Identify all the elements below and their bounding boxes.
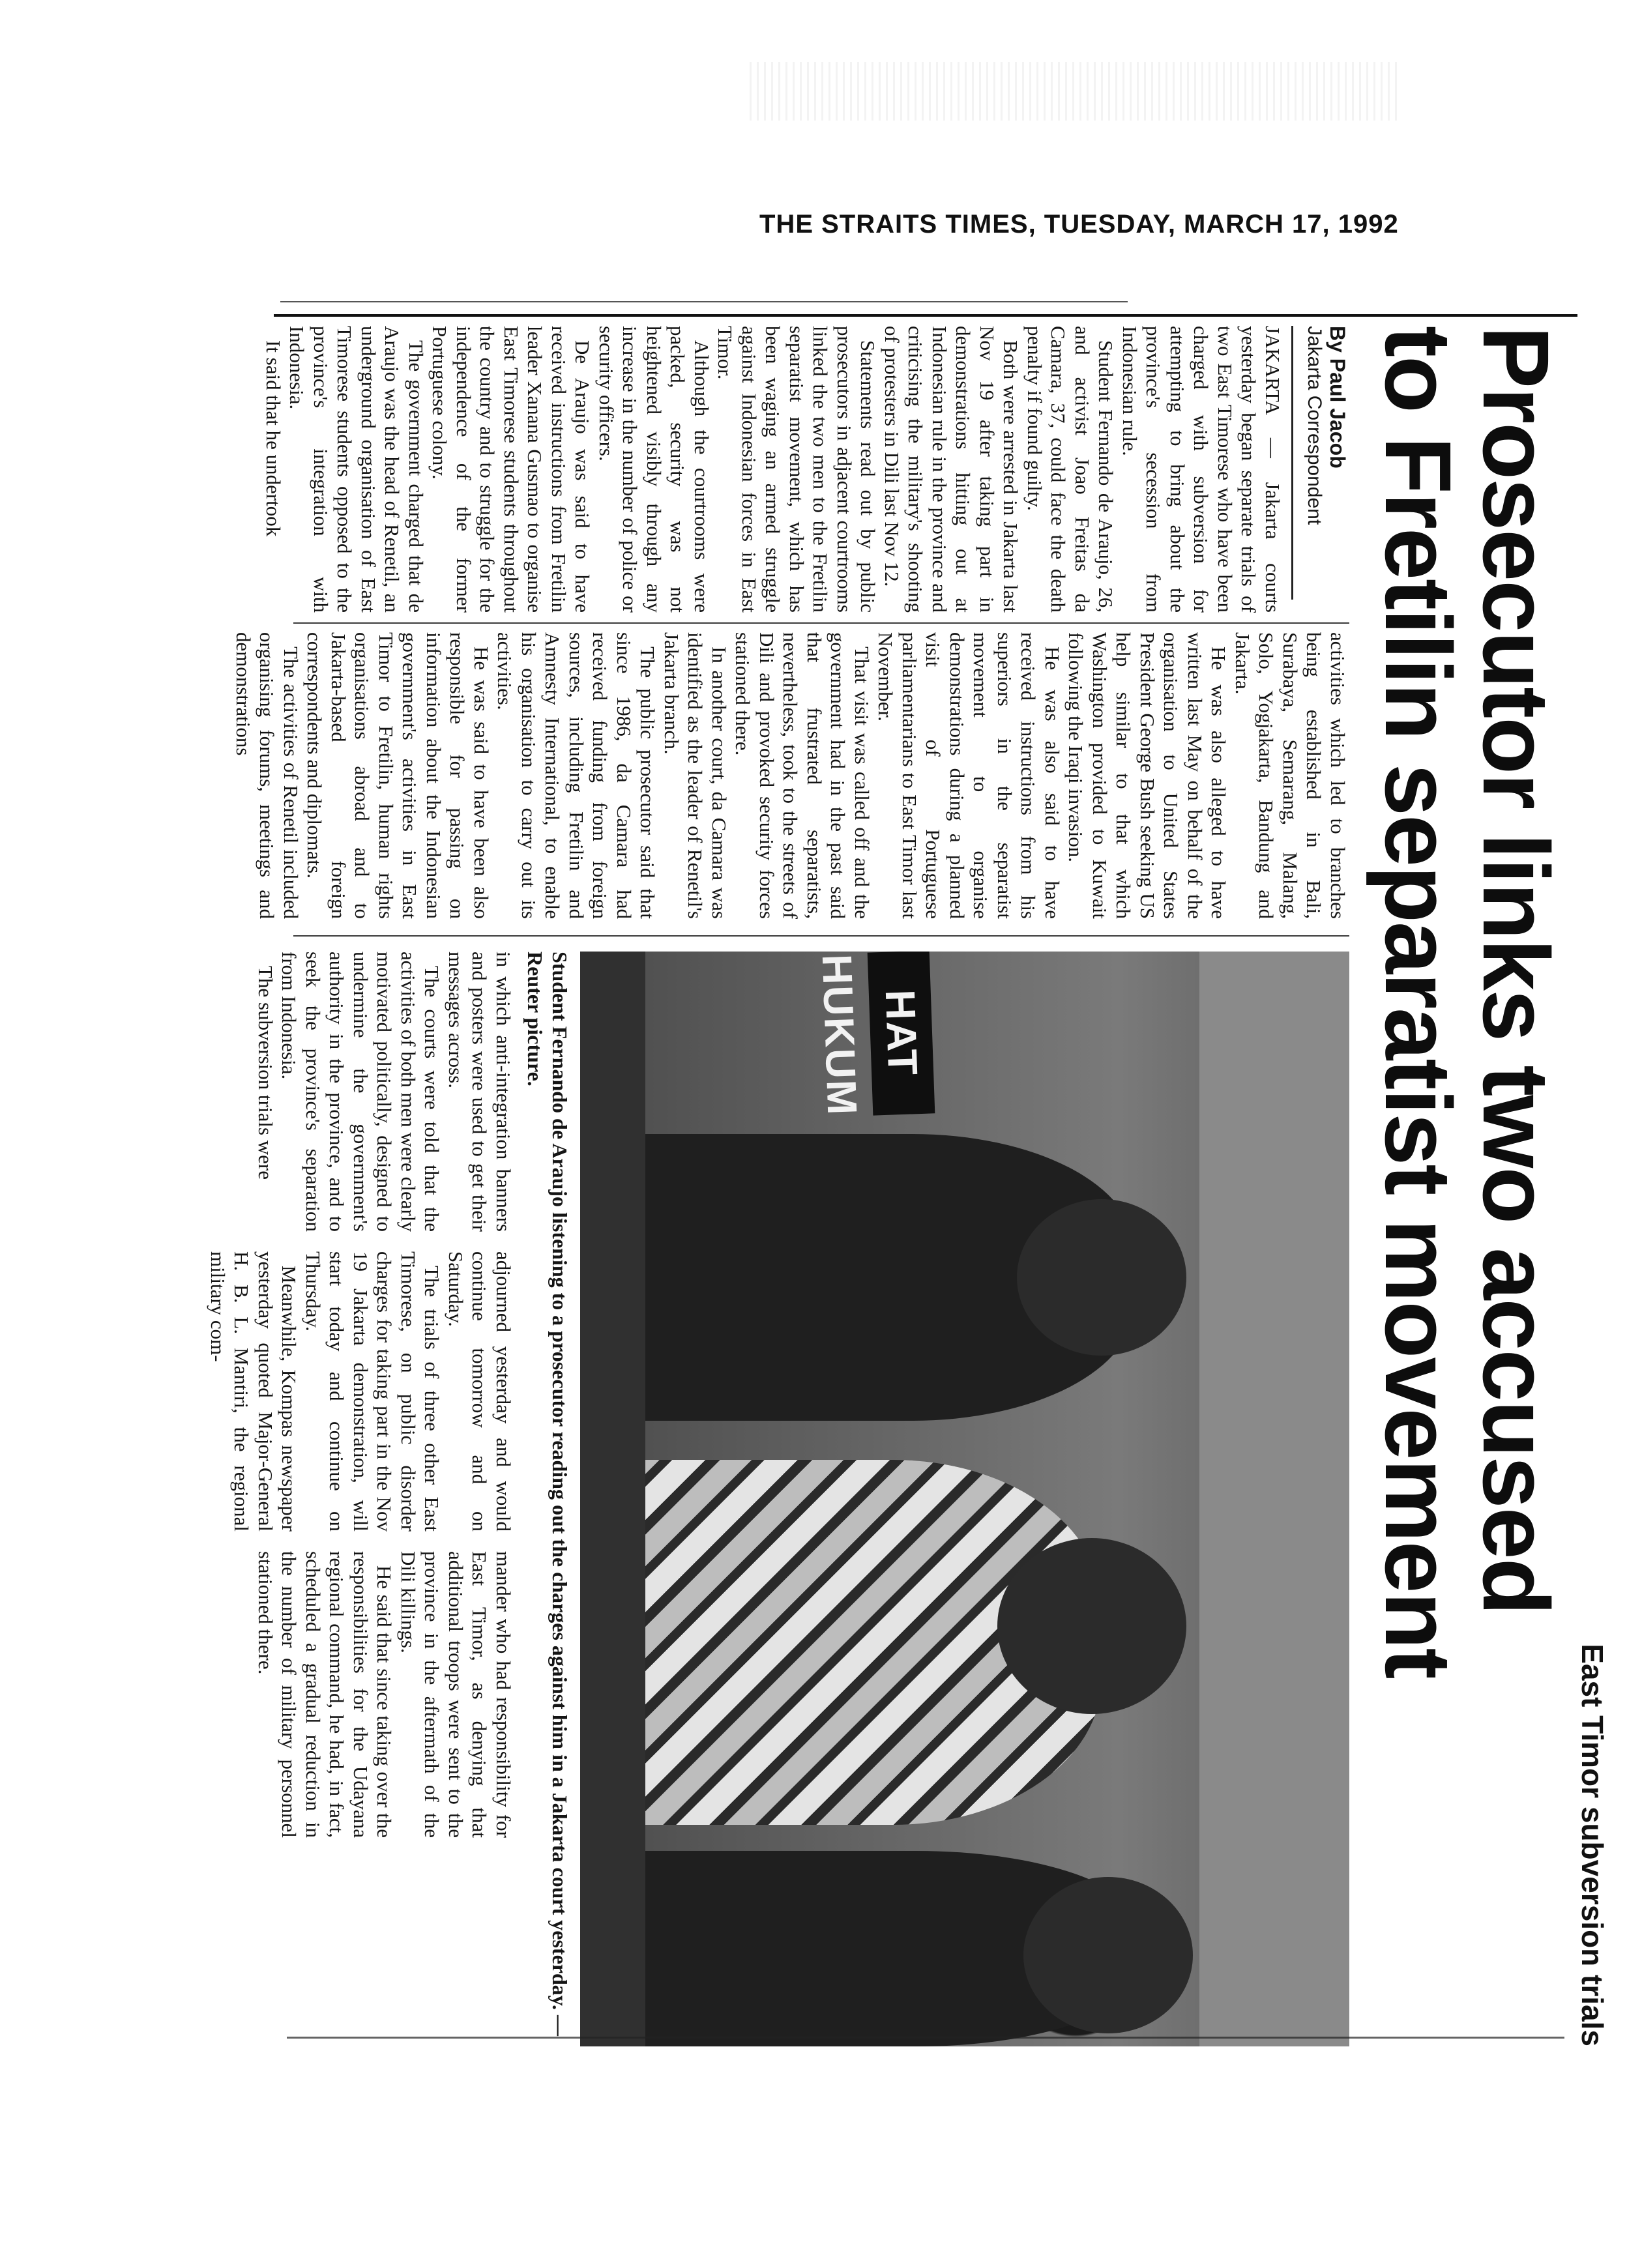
paragraph: The activities of Renetil included organising forums, meetings and demonstrations xyxy=(232,632,302,919)
article-headline xyxy=(1366,326,1568,2059)
paragraph: He was also said to have received instructions from his superiors in the separatist movement to organise demonstrations during a planned visit of Portuguese parliamentarians to East Timor last November. xyxy=(874,632,1064,919)
byline-name: By Paul Jacob xyxy=(1326,326,1349,469)
paragraph: Student Fernando de Araujo, 26, and activist Joao Freitas da Camara, 37, could face the death penalty if found guilty. xyxy=(1023,326,1118,613)
article-column-5 xyxy=(254,1551,516,1838)
article-column-4 xyxy=(206,1251,516,1532)
article-kicker: East Timor subversion trials xyxy=(1576,1644,1609,2046)
photo-wall xyxy=(1199,952,1349,2046)
column-divider xyxy=(293,622,1349,624)
column-divider xyxy=(293,935,1349,937)
paragraph: Meanwhile, Kompas newspaper yesterday quoted Major-General H. B. L. Mantiri, the regional military com- xyxy=(207,1251,301,1532)
photo-court-sign: HAT HUKUM xyxy=(868,952,935,1116)
paragraph: De Araujo was said to have received instructions from Fretilin leader Xanana Gusmao to organise East Timorese students throughout the country and to struggle for the independence of the former Portuguese colony. xyxy=(428,326,594,613)
masthead-thin-rule xyxy=(280,301,1128,302)
paragraph: The government charged that de Araujo was the head of Renetil, an underground organisation of East Timorese students opposed to the province's integration with Indonesia. xyxy=(286,326,428,613)
newspaper-clipping xyxy=(207,326,1610,2059)
paragraph: He said that since taking over the responsibilities for the Udayana regional command, he had, in fact, scheduled a gradual reduction in the number of military personnel stationed there. xyxy=(254,1551,396,1838)
photo-table xyxy=(580,952,645,2046)
news-photo xyxy=(580,952,1349,2046)
paragraph: Both were arrested in Jakarta last Nov 19 after taking part in demonstrations hitting out at Indonesian rule in the province and criticising the military's shooting of protesters in Dili last Nov 12. xyxy=(881,326,1023,613)
paragraph: It said that he undertook xyxy=(262,340,285,537)
headline-line-2: to Fretilin separatist movement xyxy=(1366,326,1471,1678)
article-column-2 xyxy=(231,632,1350,919)
photo-head-left xyxy=(1017,1199,1186,1356)
paragraph: JAKARTA — Jakarta courts yesterday began separate trials of two East Timorese who have been charged with subversion for attempting to bring about the province's secession from Indonesian rule. xyxy=(1119,326,1284,613)
headline-line-1: Prosecutor links two accused xyxy=(1463,326,1568,1614)
masthead-dateline: THE STRAITS TIMES, TUESDAY, MARCH 17, 1992 xyxy=(759,210,1399,239)
paragraph: The subversion trials were xyxy=(254,966,277,1180)
paragraph: mander who had responsibility for East Timor, as denying that additional troops were sent to the province in the aftermath of the Dili killings. xyxy=(397,1551,515,1838)
scan-noise xyxy=(750,62,1401,121)
paragraph: The courts were told that the activities of both men were clearly motivated politically, designed to undermine the government's authority in the province, and to seek the province's separation from Indonesia. xyxy=(278,952,444,1232)
photo-caption: Student Fernando de Araujo listening to a prosecutor reading out the charges against him in a Jakarta court yesterday. — Reuter picture. xyxy=(523,952,572,2037)
paragraph: Statements read out by public prosecutors in adjacent courtrooms linked the two men to the Fretilin separatist movement, which has been waging an armed struggle against Indonesian forces in East Timor. xyxy=(714,326,880,613)
article-column-3 xyxy=(254,952,516,1232)
paragraph: Although the courtrooms were packed, security was not heightened visibly through any increase in the number of police or security officers. xyxy=(595,326,713,613)
paragraph: in which anti-integration banners and posters were used to get their messages across. xyxy=(445,952,515,1232)
paragraph: That visit was called off and the government had in the past said that frustrated separatists, nevertheless, took to the streets of Dili and provoked security forces stationed there. xyxy=(731,632,873,919)
paragraph: He was said to have been also responsible for passing on information about the Indonesian government's activities in East Timor to Fretilin, human rights organisations abroad and to Jakarta-based foreign correspondents and diplomats. xyxy=(303,632,493,919)
article-column-1 xyxy=(261,326,1285,613)
byline xyxy=(1303,326,1349,613)
paragraph: In another court, da Camara was identified as the leader of Renetil's Jakarta branch. xyxy=(660,632,731,919)
paragraph: activities which led to branches being established in Bali, Surabaya, Semarang, Malang, Solo, Yogjakarta, Bandung and Jakarta. xyxy=(1231,632,1349,919)
byline-rule xyxy=(1291,326,1293,600)
masthead-rule xyxy=(274,314,1577,317)
photo-head-right xyxy=(1023,1877,1193,2033)
paragraph: The trials of three other East Timorese, on public disorder charges for taking part in the Nov 19 Jakarta demonstration, will start today and continue on Thursday. xyxy=(302,1251,444,1532)
paragraph: adjourned yesterday and would continue tomorrow and on Saturday. xyxy=(445,1251,515,1532)
paragraph: The public prosecutor said that since 1986, da Camara had received funding from foreign sources, including Fretilin and Amnesty International, to enable his organisation to carry out its activities. xyxy=(493,632,660,919)
paragraph: He was also alleged to have written last May on behalf of the organisation to United States President George Bush seeking US help similar to that which Washington provided to Kuwait following the Iraqi invasion. xyxy=(1064,632,1231,919)
page-bottom-rule xyxy=(287,2037,1564,2039)
byline-role: Jakarta Correspondent xyxy=(1304,326,1325,525)
photo-head-center xyxy=(997,1538,1186,1714)
